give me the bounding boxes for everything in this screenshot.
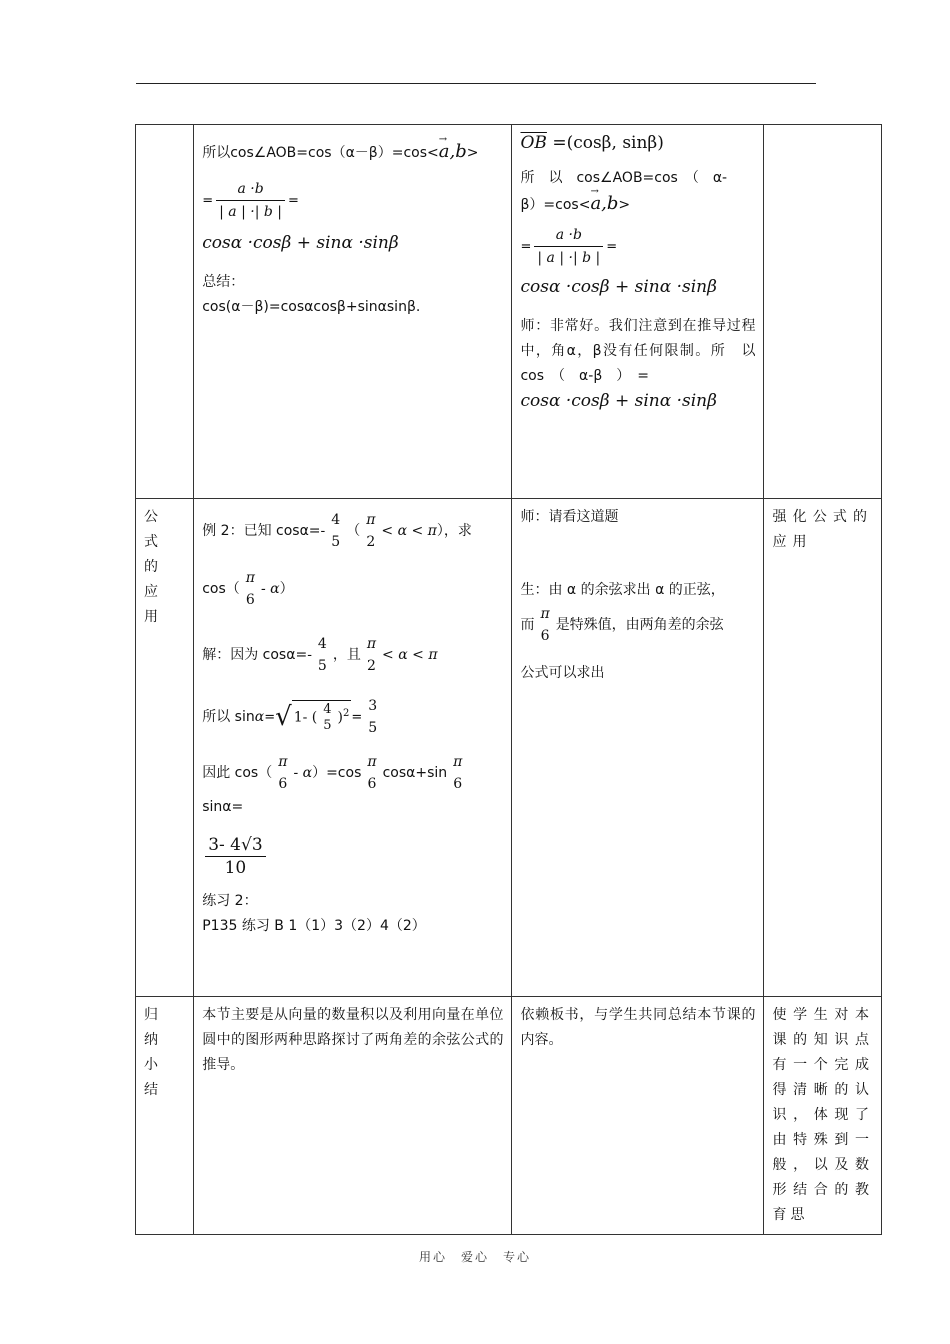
vector-ab: → a,b [590,191,618,216]
minus-sign: - [307,647,312,663]
fraction-pi-2 [363,509,378,553]
fraction-pi-6 [450,751,465,795]
lesson-table [135,124,882,1235]
minus-alpha: - α [293,765,313,781]
vector-ob: $\overline{OB}$ [520,133,547,153]
summary-label: 总结： [202,274,245,290]
fraction-numerator: 4 [323,701,332,717]
fraction-numerator: 3 [368,698,378,714]
summary-text: cos(α－β)=cosαcosβ+sinαsinβ. [202,299,421,315]
fraction-3-5 [365,695,380,739]
fraction-numerator: π [366,512,376,528]
fraction-numerator: a ·b [534,224,603,247]
fraction-4-5 [328,509,343,553]
hence-end: sinα= [202,799,244,815]
fraction-denominator: 6 [245,592,255,608]
fraction-4-5 [315,633,330,677]
angle-close: > [466,145,479,161]
student-work-cell: 本节主要是从向量的数量积以及利用向量在单位圆中的图形两种思路探讨了两角差的余弦公式的推导。 [194,997,512,1235]
alpha-symbol: α [254,709,265,725]
fraction-numerator: π [453,754,463,770]
range-expression: < α < π [381,523,437,539]
student-answer-part: 是特殊值，由两角差的余弦 [555,617,724,633]
radicand [292,700,352,734]
fraction-denominator: 5 [368,720,378,736]
paren-close: ） [279,581,294,597]
minus-sign: - [320,523,326,539]
formula: cosα ·cosβ + sinα ·sinβ [520,391,717,411]
fraction-numerator: 4 [317,636,327,652]
teacher-remark: 师：非常好。我们注意到在推导过程中，角α，β没有任何限制。所 以 cos （ α-β ） = [520,318,770,384]
equals-sign: = [202,193,214,209]
minus-alpha: - α [260,581,280,597]
teacher-cell [512,499,764,997]
fraction-numerator: π [245,570,255,586]
dot-product-fraction [534,224,603,269]
table-row [136,499,882,997]
hence-prefix: 因此 cos（ [202,765,273,781]
fraction-numerator: 3- 4√3 [205,834,265,857]
student-answer: 公式可以求出 [520,665,605,681]
fraction-pi-6 [243,567,258,611]
row-label: 归纳小结 [136,997,194,1235]
intent-cell [764,125,882,499]
student-work-cell [194,499,512,997]
student-work-cell [194,125,512,499]
cos-prefix: cos（ [202,581,240,597]
hence-mid: cosα+sin [382,765,448,781]
result-fraction [205,834,265,879]
formula: cosα ·cosβ + sinα ·sinβ [520,277,717,297]
fraction-denominator: 6 [540,628,550,644]
equals-sign: = [351,710,363,725]
fraction-denominator: 5 [323,717,332,733]
solution-prefix: 解：因为 cosα= [202,647,308,663]
fraction-numerator: π [366,636,377,652]
practice-text: P135 练习 B 1（1）3（2）4（2） [202,918,426,934]
vector-ab: → a,b [439,139,467,164]
hence-mid: ）=cos [312,765,362,781]
paren-open: （ [346,523,361,539]
sin-prefix: 所以 sin [202,709,255,725]
angle-close: > [618,197,631,213]
fraction-pi-6 [364,751,379,795]
fraction-denominator: 5 [317,658,327,674]
range-expression: < α < π [382,647,438,663]
header-rule [136,83,816,84]
conjunction: ，且 [332,647,361,663]
teacher-prompt: 师：请看这道题 [520,509,619,525]
fraction-pi-2 [364,633,379,677]
fraction-numerator: π [367,754,377,770]
row-label: 公式的应用 [136,499,194,997]
paren-close: ），求 [436,523,472,539]
intent-cell: 使学生对本课的知识点有一个完成得清晰的认识，体现了由特殊到一般，以及数形结合的教育思 [764,997,882,1235]
fraction-denominator: 6 [453,776,463,792]
fraction-denominator: 6 [278,776,288,792]
dot-product-fraction [216,178,285,223]
fraction-denominator: | a | ·| b | [537,250,601,266]
cos-aob-line-b: β）=cos< [520,197,591,213]
fraction-numerator: 4 [331,512,341,528]
fraction-denominator: 5 [331,534,341,550]
equals-sign: = [606,239,618,255]
fraction-numerator: π [278,754,288,770]
teacher-cell [512,125,770,499]
student-answer-part: 而 [520,617,535,633]
fraction-denominator: 2 [366,658,376,674]
fraction-numerator: π [540,606,550,622]
radicand-part: 1- ( [293,709,318,726]
fraction-denominator: 6 [367,776,377,792]
cos-aob-line: 所以cos∠AOB=cos（α－β）=cos< [202,145,439,161]
formula: cosα ·cosβ + sinα ·sinβ [202,233,399,253]
fraction-denominator: 2 [366,534,376,550]
fraction-pi-6 [275,751,290,795]
row-label [136,125,194,499]
cos-aob-line: 所 以 cos∠AOB=cos （ α- [520,170,728,186]
ob-value: =(cosβ, sinβ) [552,133,664,153]
equals-sign: = [288,193,299,209]
fraction-pi-6 [537,603,552,647]
page-footer: 用心 爱心 专心 [418,1250,531,1264]
fraction-denominator: 10 [224,858,247,878]
radicand-part: ) [337,709,343,726]
fraction-4-5 [320,702,334,734]
exponent: 2 [343,708,350,720]
equals-sign: = [520,239,532,255]
example-prefix: 例 2：已知 cosα= [202,523,321,539]
fraction-numerator: a ·b [216,178,285,201]
equals-sign: = [264,710,276,725]
student-answer: 生：由 α 的余弦求出 α 的正弦， [520,582,725,598]
table-row [136,997,882,1235]
intent-cell: 强化公式的应用 [764,499,882,997]
table-row [136,125,882,499]
sqrt-icon: √ [275,701,292,732]
fraction-denominator: | a | ·| b | [219,204,283,220]
practice-label: 练习 2： [202,893,258,909]
teacher-cell: 依赖板书，与学生共同总结本节课的内容。 [512,997,764,1235]
